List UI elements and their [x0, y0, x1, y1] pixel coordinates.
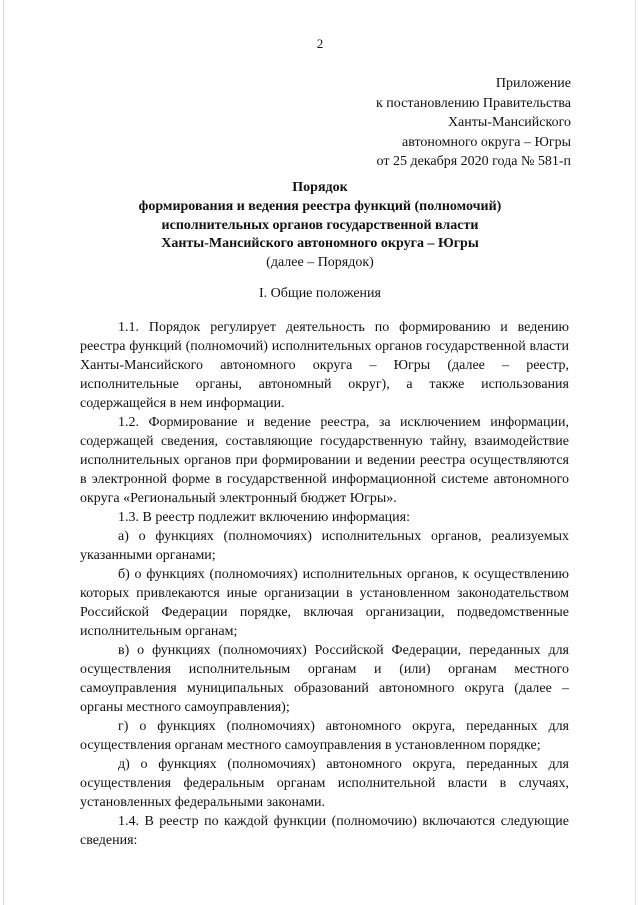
- paragraph: 1.1. Порядок регулирует деятельность по формированию и ведению реестра функций (полномочий) исполнительных органов государственной власти Ханты-Мансийского автономного округа – Югры (далее – реестр, исполнительные органы, автономный округ), а также использования содержащейся в нем информации.: [80, 320, 569, 411]
- paragraph: б) о функциях (полномочиях) исполнительных органов, к осуществлению которых привлекаются иные организации в установленном законодательством Российской Федерации порядке, включая организации, подведомственные исполнительным органам;: [80, 567, 569, 639]
- paragraph: 1.2. Формирование и ведение реестра, за исключением информации, содержащей сведения, составляющие государственную тайну, взаимодействие исполнительных органов при формировании и ведении реестра осуществляются в электронной форме в государственной информационной системе автономного округа «Региональный электронный бюджет Югры».: [80, 415, 569, 506]
- title-line: Ханты-Мансийского автономного округа – Югры: [161, 236, 479, 252]
- paragraph: а) о функциях (полномочиях) исполнительных органов, реализуемых указанными органами;: [80, 529, 569, 563]
- title-line: исполнительных органов государственной власти: [161, 217, 479, 233]
- approval-line: автономного округа – Югры: [402, 134, 571, 150]
- paragraph: в) о функциях (полномочиях) Российской Федерации, переданных для осуществления исполнительным органам и (или) органам местного самоуправления муниципальных образований автономного округа (далее – органы местного самоуправления);: [80, 643, 569, 715]
- page-number: 2: [316, 36, 324, 51]
- paragraph: г) о функциях (полномочиях) автономного округа, переданных для осуществления органам местного самоуправления в установленном порядке;: [80, 719, 569, 753]
- paragraph: д) о функциях (полномочиях) автономного округа, переданных для осуществления федеральным органам исполнительной власти в случаях, установленных федеральными законами.: [80, 757, 569, 810]
- approval-line: к постановлению Правительства: [375, 95, 571, 111]
- approval-block: [376, 74, 571, 172]
- title-line: формирования и ведения реестра функций (полномочий): [138, 198, 502, 214]
- title-line: Порядок: [292, 180, 348, 195]
- approval-line: от 25 декабря 2020 года № 581-п: [376, 154, 571, 169]
- paragraph: 1.4. В реестр по каждой функции (полномочию) включаются следующие сведения:: [80, 814, 569, 848]
- section-heading: I. Общие положения: [259, 286, 381, 301]
- title-note: (далее – Порядок): [266, 255, 374, 271]
- document-body: [80, 318, 569, 850]
- scan-edge-right: [635, 0, 636, 905]
- approval-line: Приложение: [495, 76, 571, 91]
- scan-edge-left: [3, 0, 4, 905]
- document-title: [0, 179, 640, 273]
- paragraph: 1.3. В реестр подлежит включению информация:: [118, 510, 410, 525]
- approval-line: Ханты-Мансийского: [447, 115, 571, 130]
